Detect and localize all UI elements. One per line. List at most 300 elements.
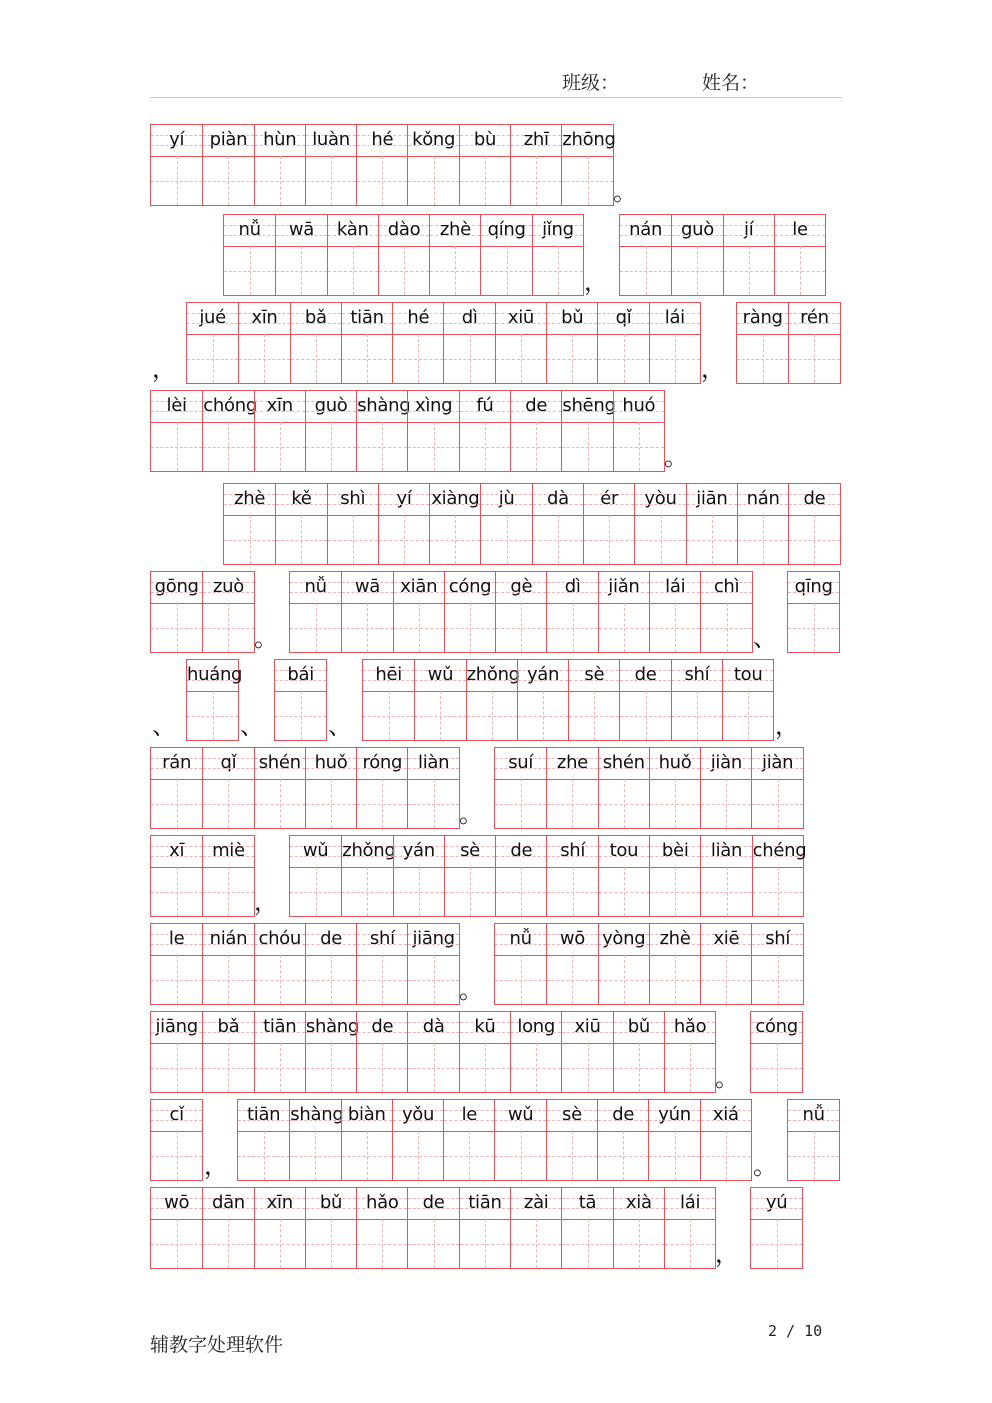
character-box[interactable] — [151, 779, 202, 828]
writing-cell[interactable] — [649, 572, 700, 652]
character-box[interactable] — [701, 779, 751, 828]
character-box[interactable] — [496, 867, 546, 916]
character-box[interactable] — [203, 603, 253, 652]
character-box[interactable] — [665, 1219, 715, 1268]
writing-cell[interactable] — [686, 484, 737, 564]
writing-cell[interactable] — [407, 748, 458, 828]
character-box[interactable] — [255, 1043, 305, 1092]
character-box[interactable] — [511, 1219, 561, 1268]
writing-cell[interactable] — [700, 572, 751, 652]
writing-cell[interactable] — [459, 125, 510, 205]
character-box[interactable] — [496, 603, 546, 652]
writing-cell[interactable] — [254, 748, 305, 828]
writing-cell[interactable] — [649, 748, 700, 828]
character-box[interactable] — [701, 867, 751, 916]
writing-cell[interactable] — [444, 836, 495, 916]
character-box[interactable] — [394, 603, 444, 652]
writing-cell[interactable] — [407, 125, 458, 205]
writing-cell[interactable] — [597, 303, 648, 383]
character-box[interactable] — [481, 246, 531, 295]
writing-cell[interactable] — [613, 391, 664, 471]
character-box[interactable] — [291, 334, 341, 383]
writing-cell[interactable] — [510, 391, 561, 471]
character-box[interactable] — [239, 334, 289, 383]
writing-cell[interactable] — [495, 748, 546, 828]
writing-cell[interactable] — [495, 924, 546, 1004]
character-box[interactable] — [255, 156, 305, 205]
writing-cell[interactable] — [151, 1100, 202, 1180]
writing-cell[interactable] — [700, 1100, 751, 1180]
writing-cell[interactable] — [305, 924, 356, 1004]
writing-cell[interactable] — [254, 1012, 305, 1092]
writing-cell[interactable] — [597, 1100, 648, 1180]
writing-cell[interactable] — [378, 215, 429, 295]
character-box[interactable] — [547, 867, 597, 916]
character-box[interactable] — [275, 691, 326, 740]
writing-cell[interactable] — [363, 660, 414, 740]
writing-cell[interactable] — [546, 303, 597, 383]
writing-cell[interactable] — [751, 748, 802, 828]
writing-cell[interactable] — [378, 484, 429, 564]
writing-cell[interactable] — [151, 572, 202, 652]
writing-cell[interactable] — [634, 484, 685, 564]
character-box[interactable] — [460, 422, 510, 471]
character-box[interactable] — [547, 334, 597, 383]
character-box[interactable] — [665, 1043, 715, 1092]
character-box[interactable] — [187, 691, 238, 740]
writing-cell[interactable] — [151, 1012, 202, 1092]
writing-cell[interactable] — [459, 1012, 510, 1092]
character-box[interactable] — [357, 156, 407, 205]
writing-cell[interactable] — [341, 572, 392, 652]
character-box[interactable] — [224, 246, 275, 295]
character-box[interactable] — [701, 1131, 751, 1180]
writing-cell[interactable] — [407, 1012, 458, 1092]
character-box[interactable] — [620, 246, 671, 295]
character-box[interactable] — [614, 422, 664, 471]
writing-cell[interactable] — [546, 748, 597, 828]
writing-cell[interactable] — [598, 748, 649, 828]
writing-cell[interactable] — [598, 924, 649, 1004]
character-box[interactable] — [701, 603, 751, 652]
writing-cell[interactable] — [393, 572, 444, 652]
writing-cell[interactable] — [327, 215, 378, 295]
writing-cell[interactable] — [407, 924, 458, 1004]
writing-cell[interactable] — [151, 391, 202, 471]
character-box[interactable] — [238, 1131, 289, 1180]
writing-cell[interactable] — [305, 125, 356, 205]
writing-cell[interactable] — [254, 391, 305, 471]
character-box[interactable] — [306, 955, 356, 1004]
character-box[interactable] — [598, 334, 648, 383]
character-box[interactable] — [569, 691, 619, 740]
character-box[interactable] — [415, 691, 465, 740]
character-box[interactable] — [290, 603, 341, 652]
writing-cell[interactable] — [305, 1012, 360, 1092]
character-box[interactable] — [511, 156, 561, 205]
character-box[interactable] — [701, 955, 751, 1004]
character-box[interactable] — [599, 603, 649, 652]
character-box[interactable] — [203, 779, 253, 828]
writing-cell[interactable] — [202, 391, 257, 471]
character-box[interactable] — [306, 1219, 356, 1268]
character-box[interactable] — [562, 422, 612, 471]
character-box[interactable] — [255, 955, 305, 1004]
character-box[interactable] — [584, 515, 634, 564]
writing-cell[interactable] — [202, 572, 253, 652]
writing-cell[interactable] — [649, 836, 700, 916]
character-box[interactable] — [562, 156, 612, 205]
character-box[interactable] — [203, 1219, 253, 1268]
character-box[interactable] — [393, 334, 443, 383]
character-box[interactable] — [255, 1219, 305, 1268]
character-box[interactable] — [650, 603, 700, 652]
writing-cell[interactable] — [443, 1100, 494, 1180]
character-box[interactable] — [151, 156, 202, 205]
writing-cell[interactable] — [649, 924, 700, 1004]
character-box[interactable] — [408, 779, 458, 828]
character-box[interactable] — [151, 422, 202, 471]
writing-cell[interactable] — [671, 660, 722, 740]
writing-cell[interactable] — [546, 836, 597, 916]
writing-cell[interactable] — [187, 303, 238, 383]
character-box[interactable] — [481, 515, 531, 564]
writing-cell[interactable] — [532, 215, 583, 295]
writing-cell[interactable] — [151, 836, 202, 916]
character-box[interactable] — [290, 867, 341, 916]
writing-cell[interactable] — [254, 924, 305, 1004]
character-box[interactable] — [306, 1043, 356, 1092]
writing-cell[interactable] — [598, 836, 649, 916]
writing-cell[interactable] — [480, 484, 531, 564]
character-box[interactable] — [495, 955, 546, 1004]
character-box[interactable] — [393, 1131, 443, 1180]
character-box[interactable] — [460, 1043, 510, 1092]
writing-cell[interactable] — [737, 303, 788, 383]
writing-cell[interactable] — [356, 125, 407, 205]
character-box[interactable] — [562, 1219, 612, 1268]
character-box[interactable] — [547, 1131, 597, 1180]
character-box[interactable] — [775, 246, 825, 295]
writing-cell[interactable] — [290, 572, 341, 652]
character-box[interactable] — [751, 1219, 802, 1268]
writing-cell[interactable] — [414, 660, 465, 740]
character-box[interactable] — [255, 422, 305, 471]
character-box[interactable] — [328, 515, 378, 564]
character-box[interactable] — [342, 867, 392, 916]
writing-cell[interactable] — [429, 215, 480, 295]
writing-cell[interactable] — [700, 924, 751, 1004]
character-box[interactable] — [306, 422, 356, 471]
writing-cell[interactable] — [202, 836, 253, 916]
character-box[interactable] — [444, 334, 494, 383]
writing-cell[interactable] — [202, 924, 253, 1004]
writing-cell[interactable] — [751, 1188, 802, 1268]
character-box[interactable] — [151, 1219, 202, 1268]
character-box[interactable] — [203, 422, 253, 471]
character-box[interactable] — [342, 334, 392, 383]
character-box[interactable] — [724, 246, 774, 295]
writing-cell[interactable] — [202, 1188, 253, 1268]
writing-cell[interactable] — [392, 303, 443, 383]
character-box[interactable] — [151, 867, 202, 916]
writing-cell[interactable] — [510, 125, 561, 205]
character-box[interactable] — [290, 1131, 340, 1180]
writing-cell[interactable] — [392, 1100, 443, 1180]
writing-cell[interactable] — [788, 1100, 839, 1180]
character-box[interactable] — [738, 515, 788, 564]
character-box[interactable] — [408, 422, 458, 471]
writing-cell[interactable] — [671, 215, 722, 295]
character-box[interactable] — [752, 779, 802, 828]
writing-cell[interactable] — [648, 1100, 699, 1180]
writing-cell[interactable] — [289, 1100, 344, 1180]
character-box[interactable] — [203, 955, 253, 1004]
pinyin-band — [518, 660, 568, 692]
writing-cell[interactable] — [202, 1012, 253, 1092]
character-box[interactable] — [444, 1131, 494, 1180]
character-box[interactable] — [533, 246, 583, 295]
character-box[interactable] — [562, 1043, 612, 1092]
character-box[interactable] — [650, 955, 700, 1004]
writing-cell[interactable] — [480, 215, 531, 295]
pinyin-band — [445, 572, 495, 604]
writing-cell[interactable] — [305, 748, 356, 828]
character-box[interactable] — [203, 867, 253, 916]
writing-cell[interactable] — [788, 303, 839, 383]
writing-cell[interactable] — [510, 1012, 561, 1092]
character-box[interactable] — [511, 1043, 561, 1092]
writing-cell[interactable] — [561, 1188, 612, 1268]
writing-cell[interactable] — [737, 484, 788, 564]
writing-cell[interactable] — [151, 924, 202, 1004]
character-box[interactable] — [789, 334, 839, 383]
writing-cell[interactable] — [751, 924, 802, 1004]
character-box[interactable] — [511, 422, 561, 471]
writing-cell[interactable] — [495, 303, 546, 383]
writing-cell[interactable] — [202, 125, 253, 205]
writing-cell[interactable] — [356, 1012, 407, 1092]
character-box[interactable] — [203, 156, 253, 205]
character-box[interactable] — [687, 515, 737, 564]
writing-cell[interactable] — [546, 1100, 597, 1180]
writing-cell[interactable] — [723, 215, 774, 295]
character-box[interactable] — [408, 955, 458, 1004]
character-box[interactable] — [357, 422, 407, 471]
character-box[interactable] — [635, 515, 685, 564]
character-box[interactable] — [737, 334, 788, 383]
character-box[interactable] — [306, 779, 356, 828]
character-box[interactable] — [598, 1131, 648, 1180]
character-box[interactable] — [379, 246, 429, 295]
writing-cell[interactable] — [290, 836, 341, 916]
writing-cell[interactable] — [561, 391, 616, 471]
writing-cell[interactable] — [788, 572, 839, 652]
writing-cell[interactable] — [546, 924, 597, 1004]
character-box[interactable] — [752, 955, 802, 1004]
writing-cell[interactable] — [407, 1188, 458, 1268]
character-box[interactable] — [430, 515, 480, 564]
writing-cell[interactable] — [305, 1188, 356, 1268]
punctuation-mark: ， — [254, 888, 278, 916]
writing-cell[interactable] — [788, 484, 839, 564]
character-box[interactable] — [328, 246, 378, 295]
character-box[interactable] — [151, 955, 202, 1004]
character-box[interactable] — [394, 867, 444, 916]
character-box[interactable] — [650, 867, 700, 916]
writing-cell[interactable] — [722, 660, 773, 740]
writing-cell[interactable] — [202, 748, 253, 828]
character-box[interactable] — [496, 334, 546, 383]
character-box[interactable] — [533, 515, 583, 564]
writing-cell[interactable] — [700, 748, 751, 828]
character-box[interactable] — [276, 246, 326, 295]
character-box[interactable] — [495, 779, 546, 828]
writing-cell[interactable] — [494, 1100, 545, 1180]
character-box[interactable] — [460, 156, 510, 205]
writing-cell[interactable] — [459, 1188, 510, 1268]
character-box[interactable] — [276, 515, 326, 564]
character-box[interactable] — [342, 603, 392, 652]
writing-cell[interactable] — [561, 1012, 612, 1092]
writing-cell[interactable] — [517, 660, 568, 740]
character-box[interactable] — [306, 156, 356, 205]
character-box[interactable] — [363, 691, 414, 740]
writing-cell[interactable] — [664, 1012, 715, 1092]
writing-cell[interactable] — [619, 660, 670, 740]
writing-cell[interactable] — [393, 836, 444, 916]
writing-cell[interactable] — [356, 924, 407, 1004]
character-box[interactable] — [357, 1219, 407, 1268]
character-box[interactable] — [430, 246, 480, 295]
writing-cell[interactable] — [305, 391, 356, 471]
character-box[interactable] — [357, 955, 407, 1004]
writing-cell[interactable] — [649, 303, 700, 383]
character-box[interactable] — [445, 603, 495, 652]
character-box[interactable] — [599, 867, 649, 916]
writing-cell[interactable] — [341, 836, 396, 916]
character-box[interactable] — [151, 1043, 202, 1092]
character-box[interactable] — [751, 1043, 802, 1092]
character-box[interactable] — [788, 603, 839, 652]
character-box[interactable] — [460, 1219, 510, 1268]
character-box[interactable] — [789, 515, 839, 564]
writing-cell[interactable] — [356, 1188, 407, 1268]
writing-cell[interactable] — [466, 660, 520, 740]
character-box[interactable] — [650, 334, 700, 383]
writing-cell[interactable] — [752, 836, 807, 916]
writing-cell[interactable] — [151, 125, 202, 205]
character-box[interactable] — [342, 1131, 392, 1180]
character-box[interactable] — [788, 1131, 839, 1180]
writing-cell[interactable] — [187, 660, 243, 740]
writing-cell[interactable] — [510, 1188, 561, 1268]
character-box[interactable] — [518, 691, 568, 740]
character-box[interactable] — [723, 691, 773, 740]
writing-cell[interactable] — [341, 303, 392, 383]
writing-cell[interactable] — [224, 484, 275, 564]
character-box[interactable] — [672, 246, 722, 295]
character-box[interactable] — [151, 1131, 202, 1180]
writing-cell[interactable] — [429, 484, 480, 564]
character-box[interactable] — [672, 691, 722, 740]
writing-cell[interactable] — [407, 391, 458, 471]
writing-cell[interactable] — [532, 484, 583, 564]
character-box[interactable] — [467, 691, 517, 740]
writing-cell[interactable] — [238, 1100, 289, 1180]
writing-cell[interactable] — [341, 1100, 392, 1180]
writing-cell[interactable] — [774, 215, 825, 295]
character-box[interactable] — [495, 1131, 545, 1180]
writing-cell[interactable] — [238, 303, 289, 383]
character-box[interactable] — [408, 1043, 458, 1092]
character-box[interactable] — [649, 1131, 699, 1180]
writing-cell[interactable] — [546, 572, 597, 652]
writing-cell[interactable] — [224, 215, 275, 295]
character-box[interactable] — [614, 1043, 664, 1092]
character-box[interactable] — [187, 334, 238, 383]
character-box[interactable] — [445, 867, 495, 916]
writing-cell[interactable] — [275, 660, 326, 740]
writing-cell[interactable] — [444, 572, 495, 652]
writing-cell[interactable] — [356, 748, 407, 828]
writing-cell[interactable] — [495, 572, 546, 652]
writing-cell[interactable] — [561, 125, 616, 205]
writing-cell[interactable] — [254, 125, 305, 205]
writing-cell[interactable] — [664, 1188, 715, 1268]
writing-cell[interactable] — [151, 1188, 202, 1268]
character-box[interactable] — [620, 691, 670, 740]
writing-cell[interactable] — [613, 1188, 664, 1268]
character-box[interactable] — [547, 603, 597, 652]
character-box[interactable] — [599, 955, 649, 1004]
character-box[interactable] — [151, 603, 202, 652]
writing-cell[interactable] — [751, 1012, 802, 1092]
writing-cell[interactable] — [459, 391, 510, 471]
character-box[interactable] — [357, 779, 407, 828]
writing-cell[interactable] — [700, 836, 751, 916]
character-box[interactable] — [255, 779, 305, 828]
writing-cell[interactable] — [583, 484, 634, 564]
writing-cell[interactable] — [356, 391, 411, 471]
character-box[interactable] — [547, 955, 597, 1004]
writing-cell[interactable] — [620, 215, 671, 295]
character-box[interactable] — [547, 779, 597, 828]
writing-cell[interactable] — [275, 215, 326, 295]
character-box[interactable] — [203, 1043, 253, 1092]
writing-cell[interactable] — [495, 836, 546, 916]
character-box[interactable] — [614, 1219, 664, 1268]
writing-cell[interactable] — [275, 484, 326, 564]
character-box[interactable] — [408, 156, 458, 205]
character-box[interactable] — [379, 515, 429, 564]
pinyin-band — [547, 924, 597, 956]
character-box[interactable] — [357, 1043, 407, 1092]
writing-cell[interactable] — [254, 1188, 305, 1268]
writing-cell[interactable] — [613, 1012, 664, 1092]
character-box[interactable] — [599, 779, 649, 828]
character-box[interactable] — [753, 867, 803, 916]
character-box[interactable] — [408, 1219, 458, 1268]
character-box[interactable] — [650, 779, 700, 828]
writing-cell[interactable] — [443, 303, 494, 383]
writing-cell[interactable] — [327, 484, 378, 564]
writing-cell[interactable] — [290, 303, 341, 383]
character-box[interactable] — [224, 515, 275, 564]
writing-cell[interactable] — [598, 572, 649, 652]
writing-cell[interactable] — [568, 660, 619, 740]
writing-cell[interactable] — [151, 748, 202, 828]
